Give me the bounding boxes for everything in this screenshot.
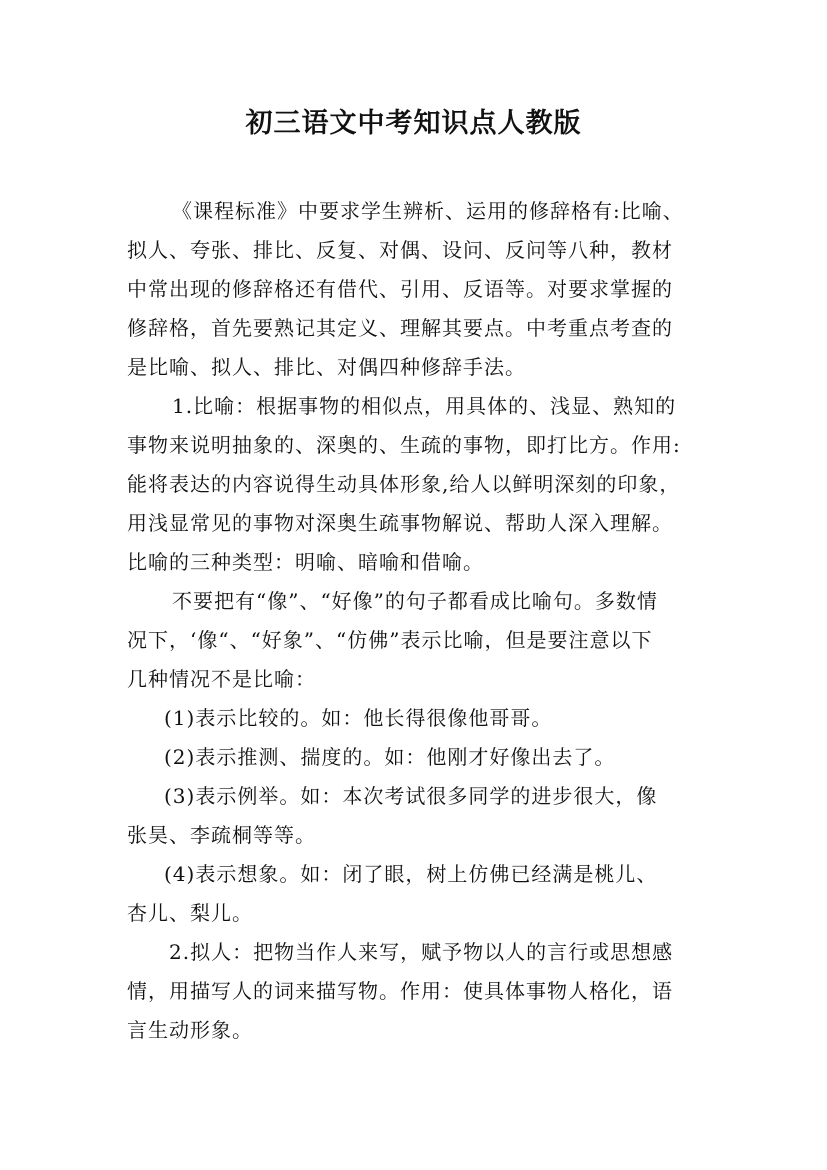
paragraph-line: 张昊、李疏桐等等。 <box>127 823 316 847</box>
paragraph-line: 能将表达的内容说得生动具体形象,给人以鲜明深刻的印象， <box>127 472 681 496</box>
paragraph-line: 修辞格，首先要熟记其定义、理解其要点。中考重点考查的 <box>127 316 673 340</box>
paragraph-line: 2.拟人：把物当作人来写，赋予物以人的言行或思想感 <box>169 940 674 964</box>
paragraph-line: 是比喻、拟人、排比、对偶四种修辞手法。 <box>127 355 526 379</box>
paragraph-line: 几种情况不是比喻： <box>127 667 316 691</box>
paragraph-line: (4)表示想象。如：闭了眼，树上仿佛已经满是桃儿、 <box>164 862 658 886</box>
paragraph-line: 《课程标准》中要求学生辨析、运用的修辞格有:比喻、 <box>172 199 684 223</box>
paragraph-line: 况下，‘像“、“好象”、“仿佛”表示比喻，但是要注意以下 <box>127 628 653 652</box>
paragraph-line: 情，用描写人的词来描写物。作用：使具体事物人格化，语 <box>127 979 673 1003</box>
paragraph-line: (3)表示例举。如：本次考试很多同学的进步很大，像 <box>164 784 658 808</box>
paragraph-line: (1)表示比较的。如：他长得很像他哥哥。 <box>164 706 553 730</box>
paragraph-line: 不要把有“像”、“好像”的句子都看成比喻句。多数情 <box>172 589 658 613</box>
paragraph-line: 言生动形象。 <box>127 1018 253 1042</box>
paragraph-line: 中常出现的修辞格还有借代、引用、反语等。对要求掌握的 <box>127 277 673 301</box>
paragraph-line: (2)表示推测、揣度的。如：他刚才好像出去了。 <box>164 745 616 769</box>
paragraph-line: 比喻的三种类型：明喻、暗喻和借喻。 <box>127 550 484 574</box>
paragraph-line: 事物来说明抽象的、深奥的、生疏的事物，即打比方。作用: <box>127 433 681 457</box>
paragraph-line: 1.比喻：根据事物的相似点，用具体的、浅显、熟知的 <box>172 394 677 418</box>
document-body <box>127 192 705 1050</box>
paragraph-line: 拟人、夸张、排比、反复、对偶、设问、反问等八种，教材 <box>127 238 673 262</box>
paragraph-line: 杏儿、梨儿。 <box>127 901 253 925</box>
document-title: 初三语文中考知识点人教版 <box>245 108 582 139</box>
paragraph-line: 用浅显常见的事物对深奥生疏事物解说、帮助人深入理解。 <box>127 511 673 535</box>
